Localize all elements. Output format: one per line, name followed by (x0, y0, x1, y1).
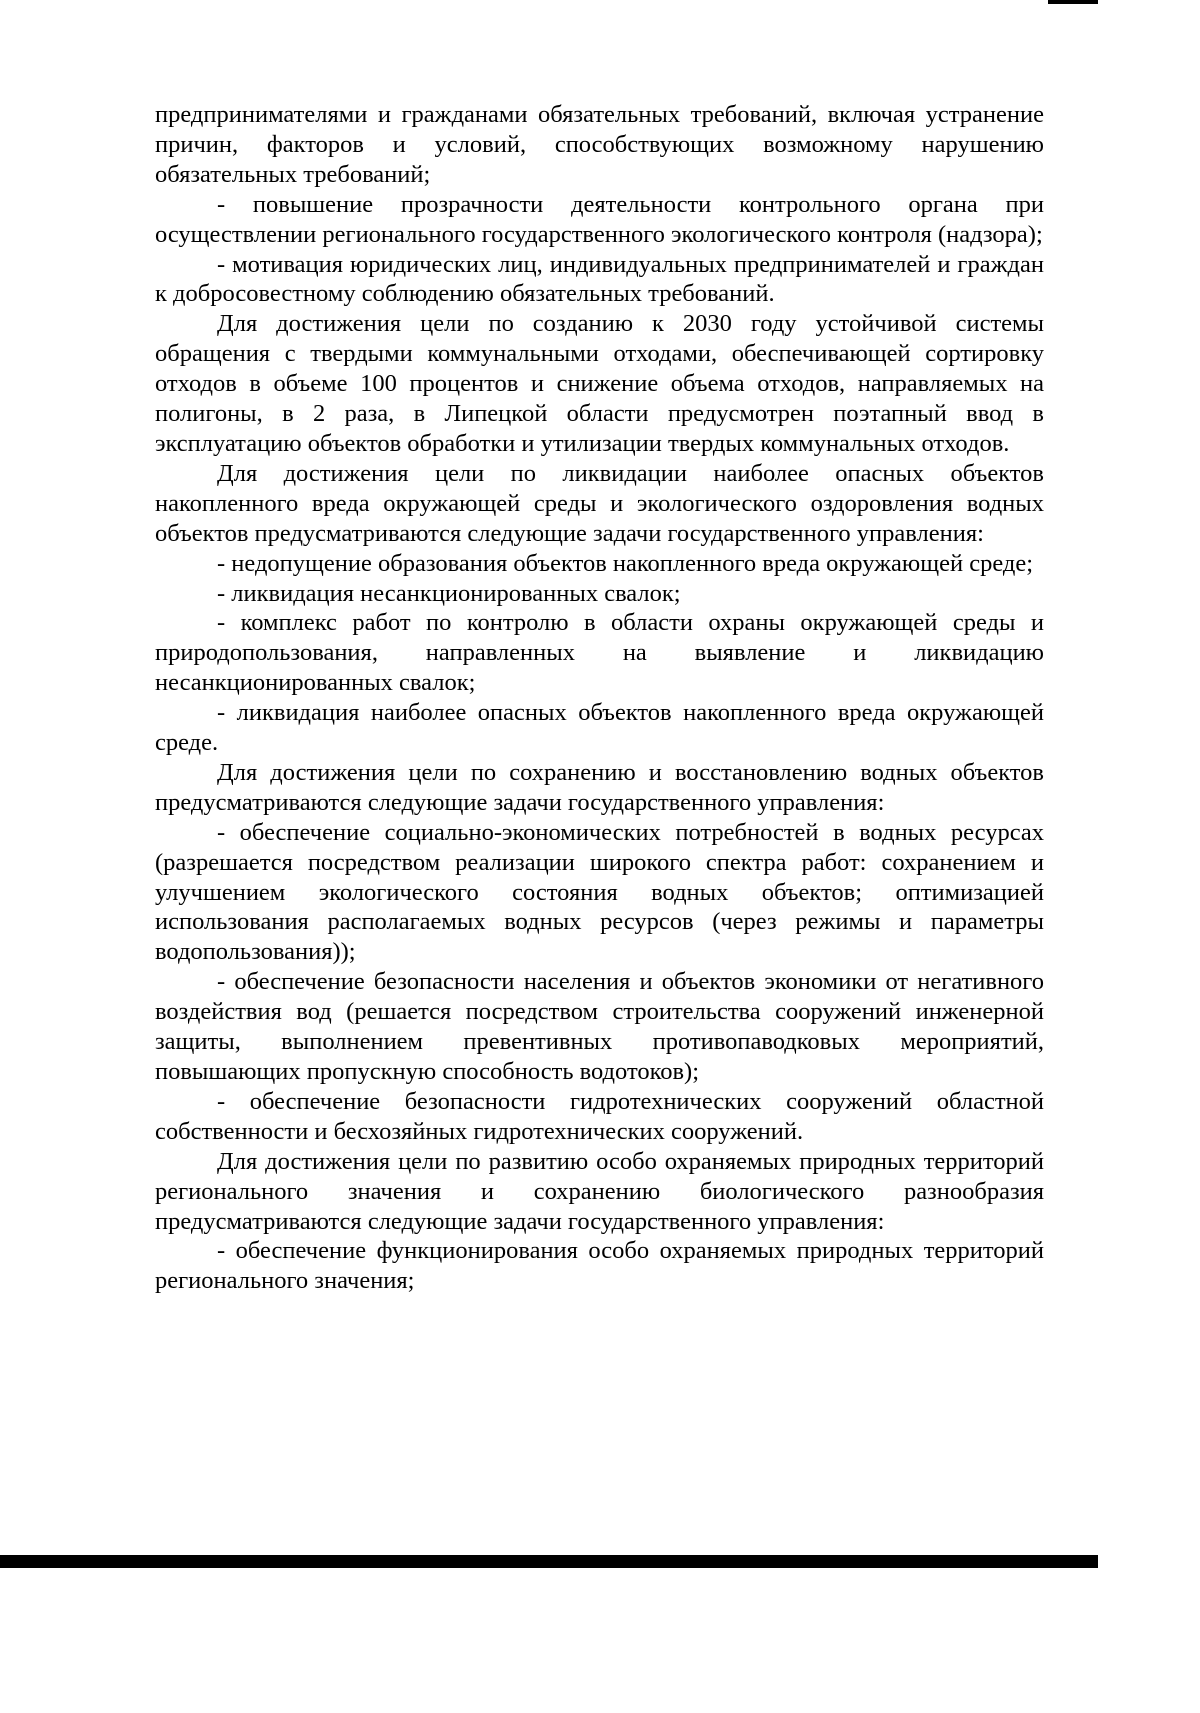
list-item-protected-functioning: - обеспечение функционирования особо охраняемых природных территорий регионального значения; (155, 1237, 1044, 1295)
paragraph-continuation: предпринимателями и гражданами обязательных требований, включая устранение причин, факторов и условий, способствующих возможному нарушению обязательных требований; (155, 101, 1044, 188)
scan-edge-top (1048, 0, 1098, 4)
document-body (155, 100, 1044, 1296)
paragraph-accumulated-harm: Для достижения цели по ликвидации наиболее опасных объектов накопленного вреда окружающей среды и экологического оздоровления водных объектов предусматриваются следующие задачи государственного управления: (155, 459, 1044, 547)
list-item-water-needs: - обеспечение социально-экономических потребностей в водных ресурсах (разрешается посредством реализации широкого спектра работ: сохранением и улучшением экологического состояния водных объектов; оптимизацией использования располагаемых водных ресурсов (через режимы и параметры водопользования)); (155, 818, 1044, 966)
list-item-control-works: - комплекс работ по контролю в области охраны окружающей среды и природопользования, направленных на выявление и ликвидацию несанкционированных свалок; (155, 609, 1044, 697)
paragraph-water-bodies: Для достижения цели по сохранению и восстановлению водных объектов предусматриваются следующие задачи государственного управления: (155, 758, 1044, 816)
scan-edge-bottom (0, 1555, 1098, 1568)
list-item-dump-liquidation: - ликвидация несанкционированных свалок; (217, 579, 681, 607)
list-item-dangerous-objects: - ликвидация наиболее опасных объектов накопленного вреда окружающей среде. (155, 699, 1044, 757)
list-item-hydro-structures: - обеспечение безопасности гидротехнических сооружений областной собственности и бесхозяйных гидротехнических сооружений. (155, 1087, 1044, 1145)
list-item-flood-safety: - обеспечение безопасности населения и объектов экономики от негативного воздействия вод (решается посредством строительства сооружений инженерной защиты, выполнением превентивных противопаводковых мероприятий, повышающих пропускную способность водотоков); (155, 968, 1044, 1085)
list-item-motivation: - мотивация юридических лиц, индивидуальных предпринимателей и граждан к добросовестному соблюдению обязательных требований. (155, 250, 1044, 308)
paragraph-waste-system: Для достижения цели по созданию к 2030 году устойчивой системы обращения с твердыми коммунальными отходами, обеспечивающей сортировку отходов в объеме 100 процентов и снижение объема отходов, направляемых на полигоны, в 2 раза, в Липецкой области предусмотрен поэтапный ввод в эксплуатацию объектов обработки и утилизации твердых коммунальных отходов. (155, 310, 1044, 457)
list-item-transparency: - повышение прозрачности деятельности контрольного органа при осуществлении регионального государственного экологического контроля (надзора); (155, 190, 1044, 248)
list-item-prevention: - недопущение образования объектов накопленного вреда окружающей среде; (217, 549, 1034, 577)
paragraph-protected-areas: Для достижения цели по развитию особо охраняемых природных территорий регионального значения и сохранению биологического разнообразия предусматриваются следующие задачи государственного управления: (155, 1147, 1044, 1235)
